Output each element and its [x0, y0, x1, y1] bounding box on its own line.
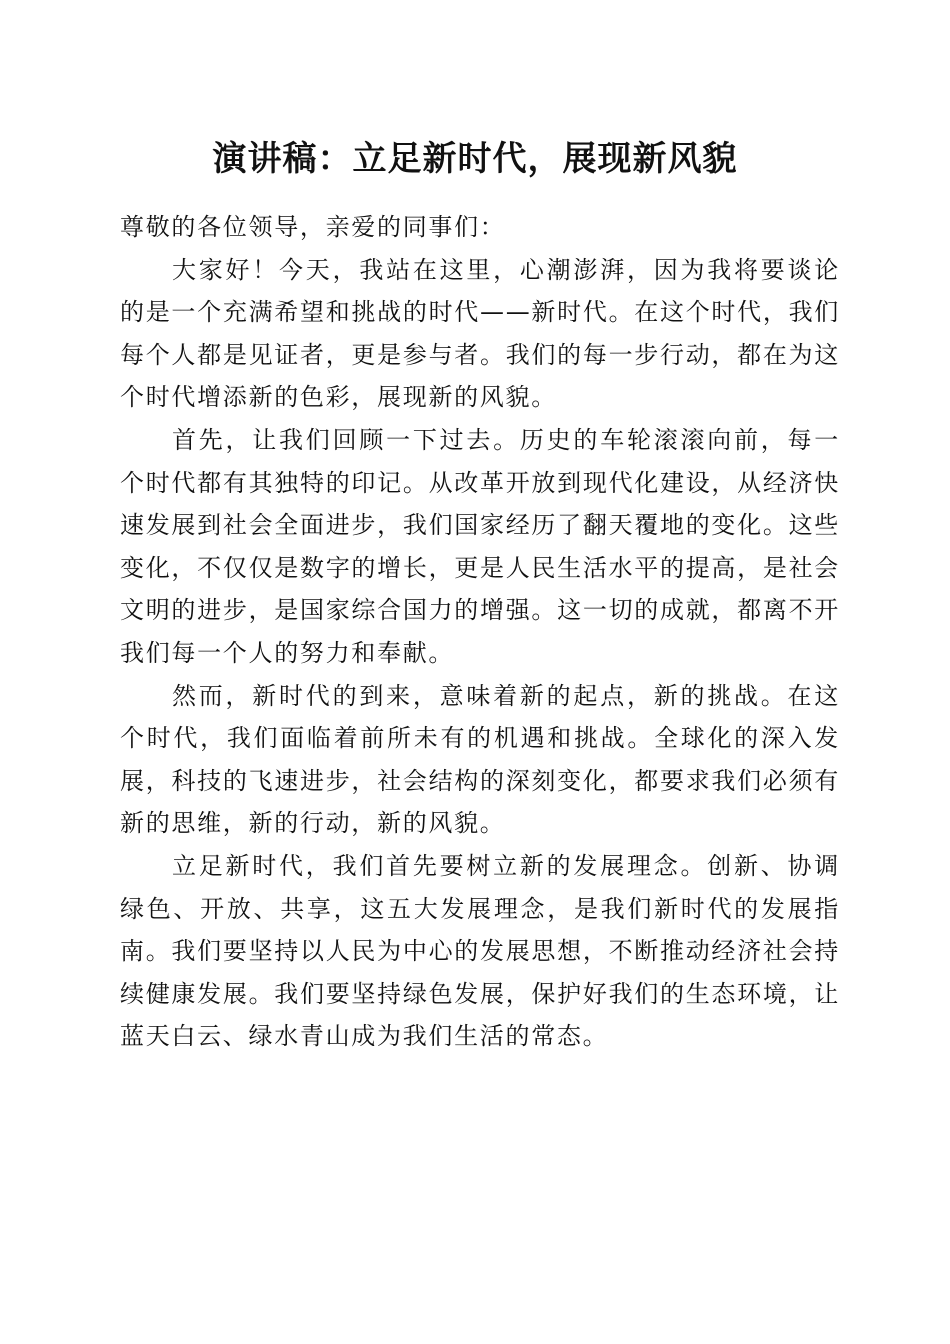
paragraph: 立足新时代，我们首先要树立新的发展理念。创新、协调绿色、开放、共享，这五大发展理念，是我们新时代的发展指南。我们要坚持以人民为中心的发展思想，不断推动经济社会持续健康发展。我们要坚持绿色发展，保护好我们的生态环境，让蓝天白云、绿水青山成为我们生活的常态。	[120, 851, 840, 1051]
salutation: 尊敬的各位领导，亲爱的同事们：	[120, 213, 506, 241]
paragraph: 大家好！今天，我站在这里，心潮澎湃，因为我将要谈论的是一个充满希望和挑战的时代——新时代。在这个时代，我们每个人都是见证者，更是参与者。我们的每一步行动，都在为这个时代增添新的色彩，展现新的风貌。	[120, 255, 840, 412]
document-title: 演讲稿：立足新时代，展现新风貌	[212, 139, 738, 179]
paragraph: 首先，让我们回顾一下过去。历史的车轮滚滚向前，每一个时代都有其独特的印记。从改革开放到现代化建设，从经济快速发展到社会全面进步，我们国家经历了翻天覆地的变化。这些变化，不仅仅是数字的增长，更是人民生活水平的提高，是社会文明的进步，是国家综合国力的增强。这一切的成就，都离不开我们每一个人的努力和奉献。	[120, 425, 840, 667]
document-body	[120, 206, 840, 1058]
paragraph: 然而，新时代的到来，意味着新的起点，新的挑战。在这个时代，我们面临着前所未有的机遇和挑战。全球化的深入发展，科技的飞速进步，社会结构的深刻变化，都要求我们必须有新的思维，新的行动，新的风貌。	[120, 681, 840, 838]
